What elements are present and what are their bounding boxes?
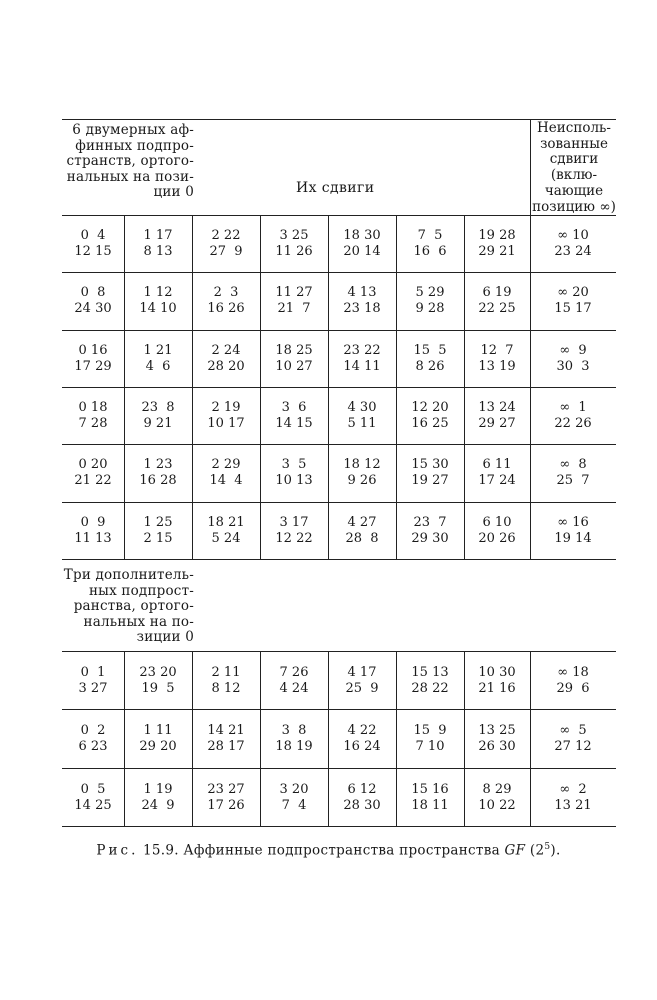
cell-line: 7 4 [281, 797, 307, 813]
table-cell [328, 665, 396, 697]
header-right-line: позицию ∞) [532, 198, 616, 215]
cell-line: 19 27 [411, 473, 449, 489]
column-rule [396, 215, 397, 559]
cell-line: 7 5 [417, 228, 443, 243]
cell-line: 14 4 [209, 473, 243, 489]
table-cell [62, 665, 124, 697]
table-cell [530, 515, 616, 547]
table-cell [396, 285, 464, 317]
column-rule [530, 215, 531, 559]
caption-text: Аффинные подпространства пространства [183, 842, 500, 859]
table-cell [62, 343, 124, 375]
cell-line: 13 21 [554, 797, 592, 813]
cell-line: 16 25 [411, 415, 449, 431]
cell-line: 8 29 [482, 781, 512, 797]
table-cell [62, 515, 124, 547]
table-cell [396, 457, 464, 489]
cell-line: 4 30 [347, 399, 377, 415]
cell-line: 8 26 [415, 358, 445, 374]
header-right-line: (вклю- [550, 167, 598, 184]
cell-line: 21 7 [277, 301, 311, 317]
cell-line: ∞ 1 [559, 399, 587, 415]
cell-line: 9 28 [415, 301, 445, 317]
cell-line: 14 15 [275, 415, 313, 431]
cell-line: 5 24 [211, 530, 241, 546]
table-cell [396, 228, 464, 260]
section2-header-line: зиции 0 [136, 629, 194, 645]
cell-line: 1 23 [143, 457, 173, 473]
cell-line: 0 4 [80, 228, 106, 243]
table-cell [396, 515, 464, 547]
table-cell [328, 723, 396, 755]
table-cell [124, 515, 192, 547]
cell-line: 0 1 [80, 665, 106, 680]
cell-line: 4 24 [279, 681, 309, 696]
cell-line: 6 11 [482, 457, 512, 473]
table-cell [328, 285, 396, 317]
cell-line: 23 24 [554, 244, 592, 259]
cell-line: 7 10 [415, 739, 445, 755]
table-cell [396, 782, 464, 814]
header-right-line: зованные [540, 135, 608, 152]
table-cell [260, 782, 328, 814]
cell-line: 17 24 [478, 473, 516, 489]
column-rule [260, 651, 261, 826]
cell-line: 8 13 [143, 244, 173, 259]
cell-line: 2 29 [211, 457, 241, 473]
cell-line: 23 20 [139, 665, 177, 680]
section2-header-line: ных подпрост- [88, 582, 194, 599]
cell-line: 0 5 [80, 781, 106, 797]
cell-line: 29 20 [139, 739, 177, 755]
column-rule [464, 651, 465, 826]
cell-line: 9 26 [347, 473, 377, 489]
figure-caption [0, 842, 657, 859]
cell-line: 4 17 [347, 665, 377, 680]
cell-line: 3 5 [281, 457, 307, 473]
cell-line: 29 21 [478, 244, 516, 259]
table-cell [464, 285, 530, 317]
cell-line: 0 20 [78, 457, 108, 473]
cell-line: 9 21 [143, 415, 173, 431]
caption-field: GF [504, 842, 526, 859]
caption-field-close: ). [550, 842, 561, 859]
column-rule [328, 215, 329, 559]
cell-line: 7 26 [279, 665, 309, 680]
cell-line: 14 21 [207, 723, 245, 739]
table-cell [328, 228, 396, 260]
cell-line: 0 16 [78, 342, 108, 358]
column-rule [192, 651, 193, 826]
header-right-line: Неисполь- [537, 120, 611, 136]
cell-line: 0 18 [78, 399, 108, 415]
cell-line: 20 26 [478, 530, 516, 546]
table-cell [192, 515, 260, 547]
caption-prefix: Рис. [96, 842, 139, 859]
cell-line: 28 22 [411, 681, 449, 696]
table-cell [328, 457, 396, 489]
column-rule [530, 119, 531, 215]
cell-line: 24 9 [141, 797, 175, 813]
table-cell [530, 782, 616, 814]
header-left-line: 6 двумерных аф- [72, 122, 194, 138]
table-cell [530, 457, 616, 489]
table-cell [124, 285, 192, 317]
table-cell [464, 228, 530, 260]
cell-line: 11 27 [275, 285, 313, 301]
cell-line: 21 22 [74, 473, 112, 489]
table-cell [192, 285, 260, 317]
cell-line: 18 12 [343, 457, 381, 473]
table-rule [62, 444, 616, 445]
cell-line: 1 12 [143, 285, 173, 301]
cell-line: 25 9 [345, 681, 379, 696]
table-rule [62, 826, 616, 827]
cell-line: 29 6 [556, 681, 590, 696]
table-cell [192, 457, 260, 489]
cell-line: 10 22 [478, 797, 516, 813]
table-rule [62, 709, 616, 710]
cell-line: ∞ 10 [557, 228, 589, 243]
cell-line: 0 2 [80, 723, 106, 739]
cell-line: 10 17 [207, 415, 245, 431]
cell-line: 30 3 [556, 358, 590, 374]
cell-line: 12 22 [275, 530, 313, 546]
header-shifts-title: Их сдвиги [296, 180, 375, 196]
cell-line: 17 26 [207, 797, 245, 813]
table-cell [62, 228, 124, 260]
table-cell [530, 343, 616, 375]
cell-line: 1 21 [143, 342, 173, 358]
cell-line: ∞ 8 [559, 457, 587, 473]
cell-line: 28 30 [343, 797, 381, 813]
table-cell [464, 457, 530, 489]
cell-line: 28 17 [207, 739, 245, 755]
table-cell [124, 400, 192, 432]
cell-line: 1 17 [143, 228, 173, 243]
cell-line: 1 11 [143, 723, 173, 739]
header-right-column [530, 121, 618, 215]
table-cell [396, 400, 464, 432]
table-cell [260, 228, 328, 260]
cell-line: 0 9 [80, 514, 106, 530]
table-cell [260, 285, 328, 317]
header-left-line: финных подпро- [75, 137, 194, 154]
table-cell [62, 457, 124, 489]
table-rule [62, 651, 616, 652]
table-cell [396, 665, 464, 697]
table-cell [530, 285, 616, 317]
cell-line: 3 20 [279, 781, 309, 797]
header-left-line: нальных на пози- [66, 168, 194, 185]
cell-line: 4 27 [347, 514, 377, 530]
cell-line: 15 17 [554, 301, 592, 317]
cell-line: 12 20 [411, 399, 449, 415]
cell-line: 23 18 [343, 301, 381, 317]
table-cell [192, 665, 260, 697]
cell-line: 10 27 [275, 358, 313, 374]
table-cell [260, 400, 328, 432]
table-rule [62, 768, 616, 769]
column-rule [396, 651, 397, 826]
cell-line: 11 13 [74, 530, 112, 546]
header-right-line: сдвиги [549, 151, 599, 168]
cell-line: 18 19 [275, 739, 313, 755]
header-left-line: странств, ортого- [66, 153, 194, 169]
cell-line: 12 7 [480, 342, 514, 358]
header-left-line: ции 0 [153, 184, 194, 200]
cell-line: 13 24 [478, 399, 516, 415]
cell-line: 16 24 [343, 739, 381, 755]
cell-line: 2 15 [143, 530, 173, 546]
cell-line: ∞ 20 [557, 285, 589, 301]
table-cell [62, 782, 124, 814]
cell-line: 23 22 [343, 342, 381, 358]
cell-line: 6 19 [482, 285, 512, 301]
table-cell [530, 228, 616, 260]
table-cell [62, 285, 124, 317]
table-rule [62, 502, 616, 503]
table-cell [328, 343, 396, 375]
cell-line: ∞ 18 [557, 665, 589, 680]
section2-header [62, 568, 194, 646]
table-cell [192, 723, 260, 755]
cell-line: 6 10 [482, 514, 512, 530]
cell-line: 29 30 [411, 530, 449, 546]
table-cell [124, 343, 192, 375]
cell-line: 2 22 [211, 228, 241, 243]
column-rule [124, 215, 125, 559]
table-cell [192, 400, 260, 432]
cell-line: 22 26 [554, 415, 592, 431]
cell-line: 18 25 [275, 342, 313, 358]
cell-line: 13 19 [478, 358, 516, 374]
table-cell [192, 782, 260, 814]
cell-line: 25 7 [556, 473, 590, 489]
table-cell [124, 782, 192, 814]
cell-line: 2 3 [213, 285, 239, 301]
cell-line: 3 27 [78, 681, 108, 696]
table-rule [62, 215, 616, 216]
cell-line: 23 7 [413, 514, 447, 530]
cell-line: 27 9 [209, 244, 243, 259]
table-cell [464, 723, 530, 755]
column-rule [464, 215, 465, 559]
cell-line: 19 14 [554, 530, 592, 546]
table-cell [260, 665, 328, 697]
table-cell [260, 343, 328, 375]
cell-line: 12 15 [74, 244, 112, 259]
cell-line: 26 30 [478, 739, 516, 755]
section2-header-line: ранства, ортого- [73, 598, 194, 614]
table-cell [260, 515, 328, 547]
table-cell [124, 723, 192, 755]
caption-field-arg: (2 [529, 842, 545, 859]
column-rule [530, 651, 531, 826]
cell-line: ∞ 9 [559, 342, 587, 358]
cell-line: 3 6 [281, 399, 307, 415]
cell-line: 23 27 [207, 781, 245, 797]
cell-line: 14 11 [343, 358, 381, 374]
cell-line: 6 12 [347, 781, 377, 797]
header-left-column [62, 123, 194, 201]
column-rule [124, 651, 125, 826]
table-cell [328, 782, 396, 814]
table-cell [464, 782, 530, 814]
cell-line: 3 8 [281, 723, 307, 739]
table-cell [260, 723, 328, 755]
table-cell [124, 457, 192, 489]
table-cell [62, 400, 124, 432]
column-rule [328, 651, 329, 826]
cell-line: 28 20 [207, 358, 245, 374]
cell-line: 19 28 [478, 228, 516, 243]
cell-line: 6 23 [78, 739, 108, 755]
cell-line: 8 12 [211, 681, 241, 696]
cell-line: 15 16 [411, 781, 449, 797]
table-cell [396, 343, 464, 375]
table-rule [62, 330, 616, 331]
caption-number: 15.9. [142, 842, 179, 859]
section2-header-line: Три дополнитель- [63, 567, 194, 583]
cell-line: 5 11 [347, 415, 377, 431]
cell-line: 15 9 [413, 723, 447, 739]
table-rule [62, 387, 616, 388]
cell-line: 11 26 [275, 244, 313, 259]
cell-line: 24 30 [74, 301, 112, 317]
cell-line: 28 8 [345, 530, 379, 546]
cell-line: ∞ 2 [559, 781, 587, 797]
cell-line: 22 25 [478, 301, 516, 317]
cell-line: ∞ 5 [559, 723, 587, 739]
table-rule [62, 272, 616, 273]
column-rule [192, 215, 193, 559]
table-cell [464, 400, 530, 432]
cell-line: 5 29 [415, 285, 445, 301]
cell-line: 20 14 [343, 244, 381, 259]
cell-line: 2 19 [211, 399, 241, 415]
table-cell [62, 723, 124, 755]
table-cell [464, 343, 530, 375]
cell-line: 10 30 [478, 665, 516, 680]
cell-line: 27 12 [554, 739, 592, 755]
column-rule [260, 215, 261, 559]
cell-line: 15 13 [411, 665, 449, 680]
cell-line: 17 29 [74, 358, 112, 374]
cell-line: 29 27 [478, 415, 516, 431]
table-cell [192, 228, 260, 260]
cell-line: 4 6 [145, 358, 171, 374]
table-cell [124, 228, 192, 260]
table-cell [530, 665, 616, 697]
table-rule [62, 559, 616, 560]
section2-header-line: нальных на по- [83, 613, 194, 630]
cell-line: 10 13 [275, 473, 313, 489]
cell-line: 4 13 [347, 285, 377, 301]
caption-field-exp: 5 [544, 842, 551, 852]
cell-line: 2 24 [211, 342, 241, 358]
header-right-line: чающие [544, 182, 604, 199]
cell-line: 1 25 [143, 514, 173, 530]
table-rule [62, 119, 616, 120]
table-cell [328, 515, 396, 547]
cell-line: 18 11 [411, 797, 449, 813]
cell-line: 2 11 [211, 665, 241, 680]
cell-line: 3 17 [279, 514, 309, 530]
cell-line: 15 5 [413, 342, 447, 358]
table-cell [530, 400, 616, 432]
cell-line: 23 8 [141, 399, 175, 415]
cell-line: 15 30 [411, 457, 449, 473]
cell-line: 16 28 [139, 473, 177, 489]
cell-line: 18 21 [207, 514, 245, 530]
table-cell [328, 400, 396, 432]
table-cell [192, 343, 260, 375]
cell-line: 4 22 [347, 723, 377, 739]
cell-line: 19 5 [141, 681, 175, 696]
cell-line: 16 6 [413, 244, 447, 259]
table-cell [260, 457, 328, 489]
cell-line: 13 25 [478, 723, 516, 739]
cell-line: 1 19 [143, 781, 173, 797]
table-cell [464, 665, 530, 697]
cell-line: 21 16 [478, 681, 516, 696]
cell-line: 7 28 [78, 415, 108, 431]
cell-line: 16 26 [207, 301, 245, 317]
cell-line: 14 10 [139, 301, 177, 317]
table-cell [396, 723, 464, 755]
cell-line: 0 8 [80, 285, 106, 301]
cell-line: 3 25 [279, 228, 309, 243]
table-cell [530, 723, 616, 755]
cell-line: 18 30 [343, 228, 381, 243]
table-cell [124, 665, 192, 697]
cell-line: 14 25 [74, 797, 112, 813]
table-cell [464, 515, 530, 547]
cell-line: ∞ 16 [557, 514, 589, 530]
